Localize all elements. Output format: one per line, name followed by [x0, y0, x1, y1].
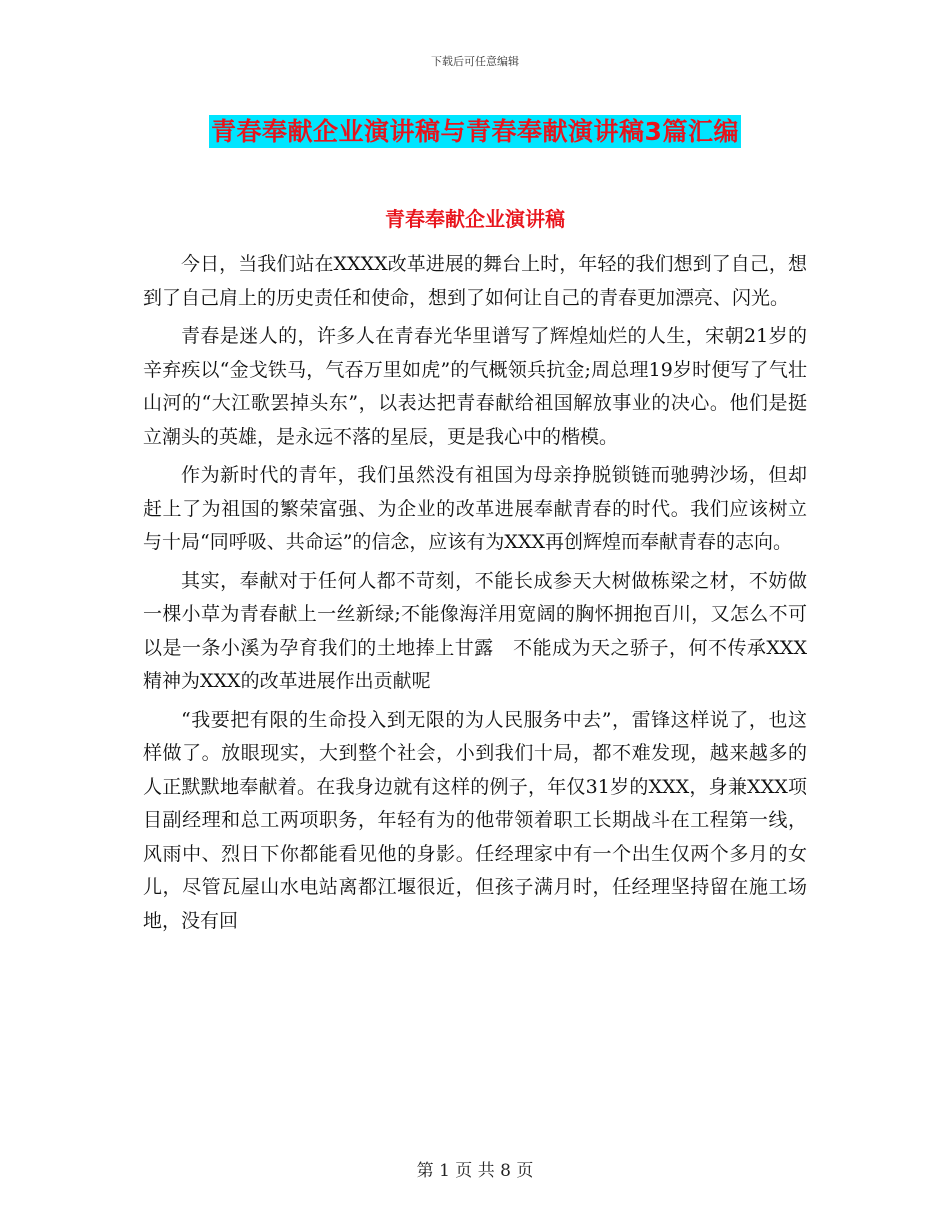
- paragraph: 其实，奉献对于任何人都不苛刻，不能长成参天大树做栋梁之材，不妨做一棵小草为青春献上一丝新绿;不能像海洋用宽阔的胸怀拥抱百川，又怎么不可以是一条小溪为孕育我们的土地捧上甘露 不能成为天之骄子，何不传承XXX精神为XXX的改革进展作出贡献呢: [143, 569, 807, 692]
- page-header-note: 下载后可任意编辑: [431, 55, 519, 68]
- paragraph: “我要把有限的生命投入到无限的为人民服务中去”，雷锋这样说了，也这样做了。放眼现实，大到整个社会，小到我们十局，都不难发现，越来越多的人正默默地奉献着。在我身边就有这样的例子，年仅31岁的XXX，身兼XXX项目副经理和总工两项职务，年轻有为的他带领着职工长期战斗在工程第一线，风雨中、烈日下你都能看见他的身影。任经理家中有一个出生仅两个多月的女儿，尽管瓦屋山水电站离都江堰很近，但孩子满月时，任经理坚持留在施工场地，没有回: [143, 708, 807, 932]
- paragraph: 作为新时代的青年，我们虽然没有祖国为母亲挣脱锁链而驰骋沙场，但却赶上了为祖国的繁荣富强、为企业的改革进展奉献青春的时代。我们应该树立与十局“同呼吸、共命运”的信念，应该有为XXX再创辉煌而奉献青春的志向。: [143, 464, 807, 553]
- document-title-text: 青春奉献企业演讲稿与青春奉献演讲稿3篇汇编: [211, 117, 739, 146]
- document-title: [0, 112, 950, 148]
- section-title: 青春奉献企业演讲稿: [385, 207, 565, 231]
- paragraph: 今日，当我们站在XXXX改革进展的舞台上时，年轻的我们想到了自己，想到了自己肩上的历史责任和使命，想到了如何让自己的青春更加漂亮、闪光。: [143, 253, 807, 309]
- page-number-footer: 第 1 页 共 8 页: [416, 1161, 534, 1181]
- document-body: [143, 248, 807, 943]
- paragraph: 青春是迷人的，许多人在青春光华里谱写了辉煌灿烂的人生，宋朝21岁的辛弃疾以“金戈铁马，气吞万里如虎”的气概领兵抗金;周总理19岁时便写了气壮山河的“大江歌罢掉头东”，以表达把青春献给祖国解放事业的决心。他们是挺立潮头的英雄，是永远不落的星辰，更是我心中的楷模。: [143, 325, 807, 448]
